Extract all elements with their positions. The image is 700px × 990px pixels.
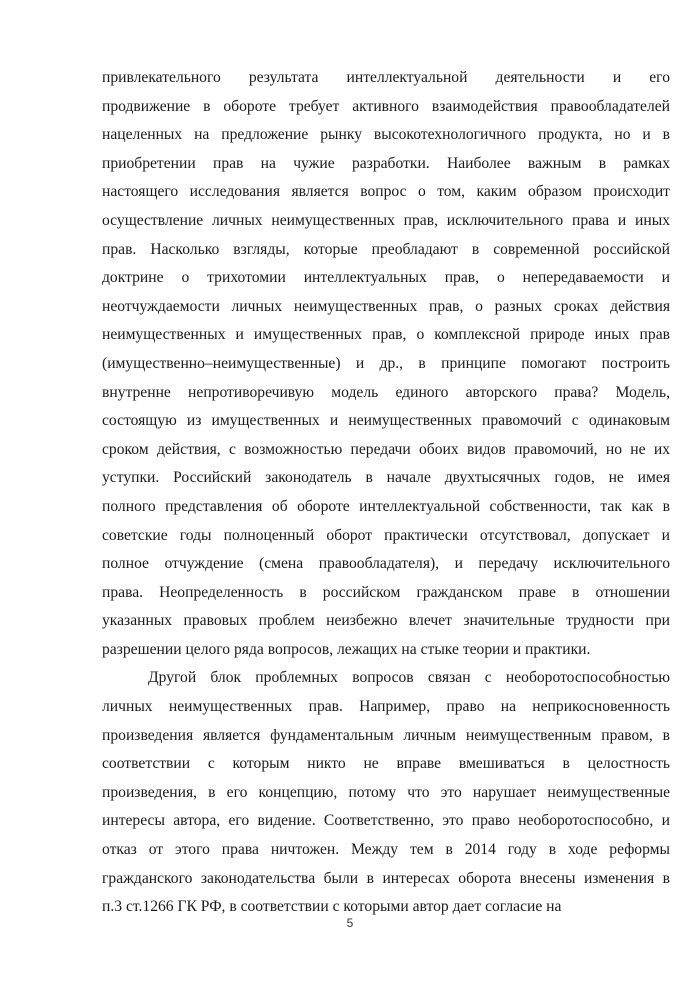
text-line: полного представления об обороте интеллектуальной собственности, так как в [102, 497, 670, 515]
text-line: сроком действия, с возможностью передачи обоих видов правомочий, но не их [102, 440, 670, 458]
text-line: внутренне непротиворечивую модель единого авторского права? Модель, [102, 383, 670, 401]
text-line: неимущественных и имущественных прав, о комплексной природе иных прав [102, 326, 670, 344]
text-line: состоящую из имущественных и неимущественных правомочий с одинаковым [102, 412, 670, 430]
body-text [102, 64, 670, 922]
text-line: интересы автора, его видение. Соответственно, это право необоротоспособно, и [102, 812, 670, 830]
text-line: приобретении прав на чужие разработки. Наиболее важным в рамках [102, 154, 670, 172]
text-line: права. Неопределенность в российском гражданском праве в отношении [102, 583, 670, 601]
text-line: отказ от этого права ничтожен. Между тем в 2014 году в ходе реформы [102, 841, 670, 859]
text-line: доктрине о трихотомии интеллектуальных прав, о непередаваемости и [102, 269, 670, 287]
text-line: уступки. Российский законодатель в начале двухтысячных годов, не имея [102, 469, 670, 487]
text-line: продвижение в обороте требует активного взаимодействия правообладателей [102, 97, 670, 115]
text-line: настоящего исследования является вопрос о том, каким образом происходит [102, 183, 670, 201]
text-line: нацеленных на предложение рынку высокотехнологичного продукта, но и в [102, 126, 670, 144]
text-line: полное отчуждение (смена правообладателя), и передачу исключительного [102, 555, 670, 573]
text-line: привлекательного результата интеллектуальной деятельности и его [102, 69, 670, 86]
page-number: 5 [346, 916, 354, 930]
text-line: Другой блок проблемных вопросов связан с необоротоспособностью [148, 669, 670, 687]
text-line: указанных правовых проблем неизбежно влечет значительные трудности при [102, 612, 670, 630]
text-line: советские годы полноценный оборот практически отсутствовал, допускает и [102, 526, 670, 544]
text-line: произведения, в его концепцию, потому что это нарушает неимущественные [102, 783, 670, 801]
text-line: соответствии с которым никто не вправе вмешиваться в целостность [102, 755, 670, 773]
text-line: личных неимущественных прав. Например, право на неприкосновенность [102, 698, 670, 716]
paragraph-2 [102, 664, 670, 921]
text-line: (имущественно–неимущественные) и др., в принципе помогают построить [102, 354, 670, 372]
text-line: п.3 ст.1266 ГК РФ, в соответствии с которыми автор дает согласие на [102, 898, 562, 916]
text-line: прав. Насколько взгляды, которые преобладают в современной российской [102, 240, 670, 258]
text-line: произведения является фундаментальным личным неимущественным правом, в [102, 726, 670, 744]
text-line: разрешении целого ряда вопросов, лежащих на стыке теории и практики. [102, 640, 591, 658]
text-line: осуществление личных неимущественных прав, исключительного права и иных [102, 211, 670, 229]
text-line: неотчуждаемости личных неимущественных прав, о разных сроках действия [102, 297, 670, 315]
text-line: гражданского законодательства были в интересах оборота внесены изменения в [102, 869, 670, 887]
paragraph-1 [102, 64, 670, 664]
